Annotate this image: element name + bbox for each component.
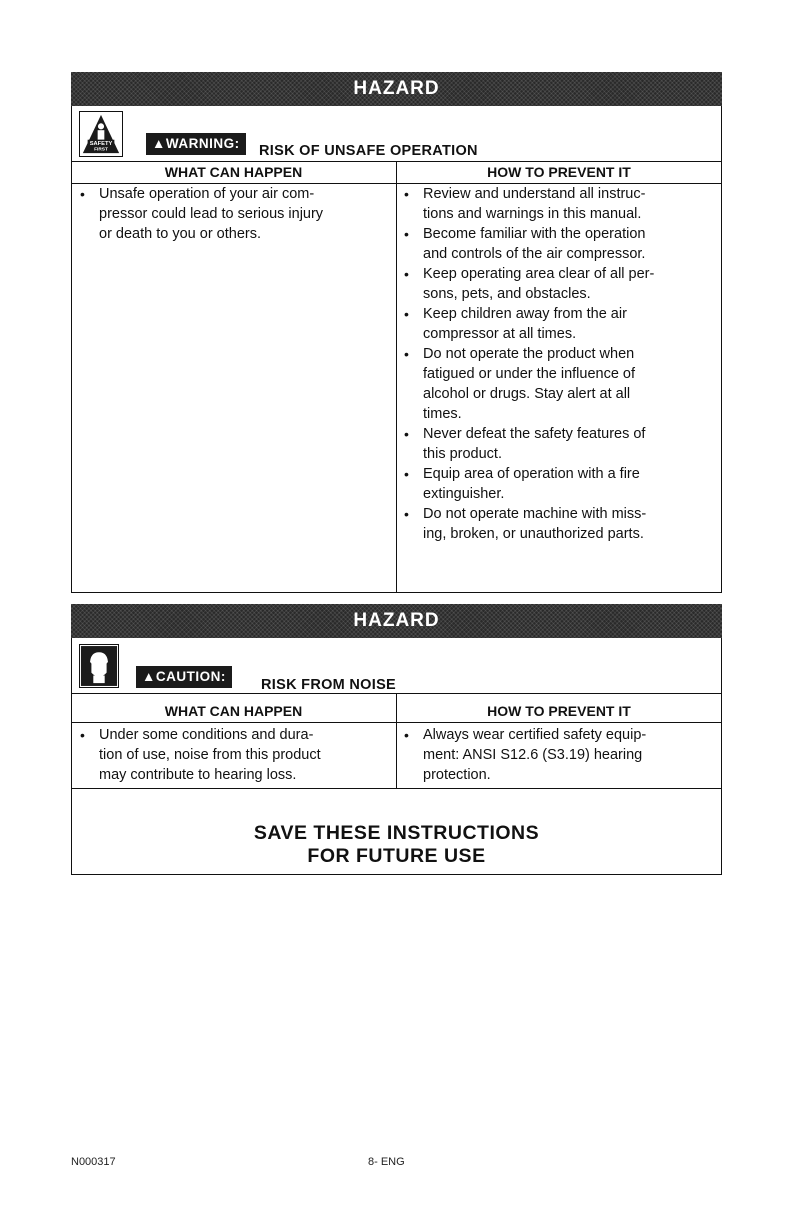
column-divider-1	[396, 162, 397, 593]
list-item: • Review and understand all instruc- tions and warnings in this manual.	[400, 184, 718, 224]
hazard-band-1: HAZARD	[71, 72, 722, 106]
risk-title-1: RISK OF UNSAFE OPERATION	[259, 143, 478, 159]
caution-signal-word: ▲CAUTION:	[136, 666, 232, 688]
list-item: • Keep operating area clear of all per- sons, pets, and obstacles.	[400, 264, 718, 304]
col-header-how-2: HOW TO PREVENT IT	[487, 703, 631, 719]
list-item: • Do not operate machine with miss- ing, broken, or unauthorized parts.	[400, 504, 718, 544]
list-item: • Keep children away from the air compressor at all times.	[400, 304, 718, 344]
doc-code: N000317	[71, 1156, 116, 1168]
happen-list-1	[76, 184, 394, 244]
happen-list-2	[76, 725, 394, 785]
list-item: • Never defeat the safety features of this product.	[400, 424, 718, 464]
save-notice-line-1: SAVE THESE INSTRUCTIONS	[253, 822, 540, 844]
safety-first-icon	[79, 111, 123, 157]
risk-row-2	[71, 638, 722, 694]
prevent-list-1	[400, 184, 718, 544]
save-notice-line-2: FOR FUTURE USE	[307, 845, 486, 867]
list-item: • Do not operate the product when fatigued or under the influence of alcohol or drugs. Stay alert at all times.	[400, 344, 718, 424]
list-item: • Unsafe operation of your air com- pressor could lead to serious injury or death to you or others.	[76, 184, 394, 244]
svg-text:SAFETY: SAFETY	[89, 140, 113, 147]
warning-signal-word: ▲WARNING:	[146, 133, 246, 155]
col-header-what-1: WHAT CAN HAPPEN	[164, 164, 303, 180]
warning-triangle-icon: ▲	[152, 136, 166, 151]
col-header-how-1: HOW TO PREVENT IT	[487, 164, 631, 180]
list-item: • Become familiar with the operation and controls of the air compressor.	[400, 224, 718, 264]
risk-title-2: RISK FROM NOISE	[261, 677, 397, 693]
page-number: 8- ENG	[368, 1156, 405, 1168]
col-header-what-2: WHAT CAN HAPPEN	[164, 703, 303, 719]
risk-row-1	[71, 106, 722, 162]
hazard-band-2: HAZARD	[71, 604, 722, 638]
warning-triangle-icon: ▲	[142, 669, 156, 684]
prevent-list-2	[400, 725, 718, 785]
svg-text:FIRST: FIRST	[94, 147, 108, 153]
hearing-protection-icon	[79, 644, 119, 688]
list-item: • Always wear certified safety equip- ment: ANSI S12.6 (S3.19) hearing protection.	[400, 725, 718, 785]
header-rule-2	[71, 722, 722, 723]
list-item: • Under some conditions and dura- tion of use, noise from this product may contribute to hearing loss.	[76, 725, 394, 785]
list-item: • Equip area of operation with a fire extinguisher.	[400, 464, 718, 504]
